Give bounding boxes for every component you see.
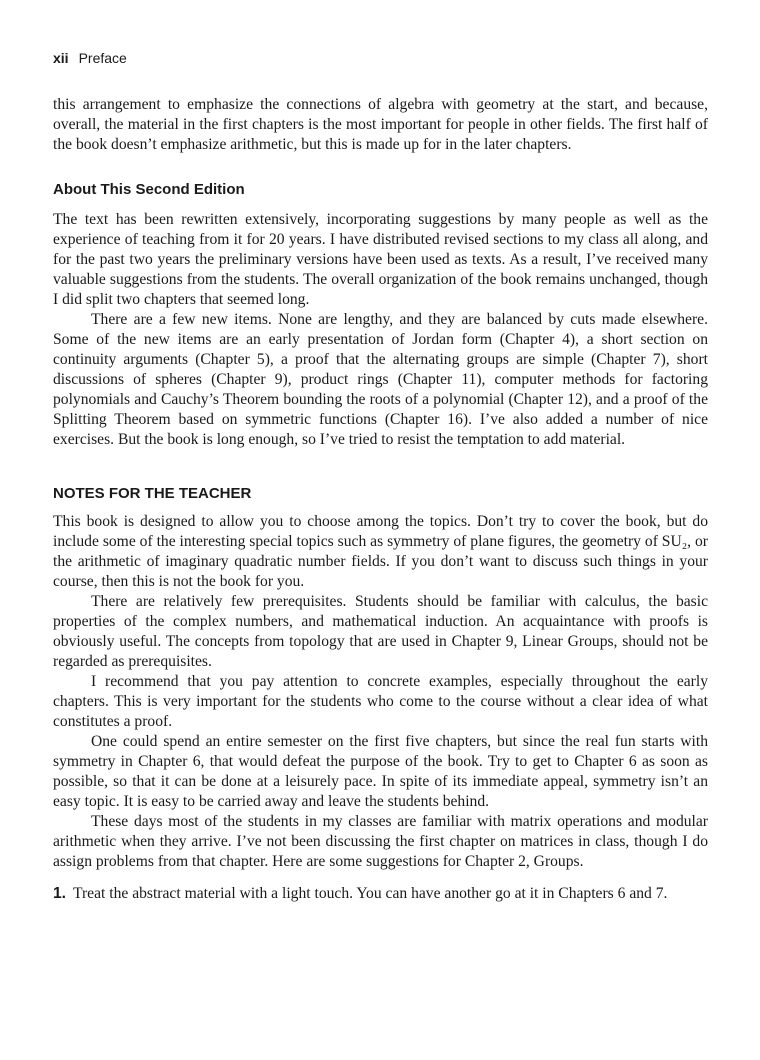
list-item <box>53 884 708 904</box>
notes-paragraph: I recommend that you pay attention to concrete examples, especially throughout the early chapters. This is very important for the students who come to the course without a clear idea of what constitutes a proof. <box>53 673 708 730</box>
book-page <box>53 48 708 904</box>
notes-paragraph: These days most of the students in my classes are familiar with matrix operations and modular arithmetic when they arrive. I’ve not been discussing the first chapter on matrices in class, though I do assign problems from that chapter. Here are some suggestions for Chapter 2, Groups. <box>53 813 708 870</box>
second-edition-paragraph: There are a few new items. None are lengthy, and they are balanced by cuts made elsewhere. Some of the new items are an early presentation of Jordan form (Chapter 4), a short section on continuity arguments (Chapter 5), a proof that the alternating groups are simple (Chapter 7), short discussions of spheres (Chapter 9), product rings (Chapter 11), computer methods for factoring polynomials and Cauchy’s Theorem bounding the roots of a polynomial (Chapter 12), and a proof of the Splitting Theorem based on symmetric functions (Chapter 16). I’ve also added a number of nice exercises. But the book is long enough, so I’ve tried to resist the temptation to add material. <box>53 311 708 448</box>
notes-paragraph: There are relatively few prerequisites. Students should be familiar with calculus, the basic properties of the complex numbers, and mathematical induction. An acquaintance with proofs is obviously useful. The concepts from topology that are used in Chapter 9, Linear Groups, should not be regarded as prerequisites. <box>53 593 708 670</box>
notes-paragraph: This book is designed to allow you to choose among the topics. Don’t try to cover the book, but do include some of the interesting special topics such as symmetry of plane figures, the geometry of SU₂, or the arithmetic of imaginary quadratic number fields. If you don’t want to discuss such things in your course, then this is not the book for you. <box>53 513 708 590</box>
section-heading-second-edition: About This Second Edition <box>53 181 245 198</box>
running-head <box>53 48 708 68</box>
notes-paragraph: One could spend an entire semester on the first five chapters, but since the real fun starts with symmetry in Chapter 6, that would defeat the purpose of the book. Try to get to Chapter 6 as soon as possible, so that it can be done at a leisurely pace. In spite of its immediate appeal, symmetry isn’t an easy topic. It is easy to be carried away and leave the students behind. <box>53 733 708 810</box>
page-number: xii <box>53 50 69 66</box>
second-edition-paragraph: The text has been rewritten extensively, incorporating suggestions by many people as well as the experience of teaching from it for 20 years. I have distributed revised sections to my class all along, and for the past two years the preliminary versions have been used as texts. As a result, I’ve received many valuable suggestions from the students. The overall organization of the book remains unchanged, though I did split two chapters that seemed long. <box>53 211 708 308</box>
suggestions-list <box>53 884 708 904</box>
intro-paragraph: this arrangement to emphasize the connections of algebra with geometry at the start, and because, overall, the material in the first chapters is the most important for people in other fields. The first half of the book doesn’t emphasize arithmetic, but this is made up for in the later chapters. <box>53 96 708 153</box>
section-heading-notes-for-teacher: NOTES FOR THE TEACHER <box>53 485 252 502</box>
running-title: Preface <box>78 50 127 66</box>
list-item-number: 1. <box>53 885 67 902</box>
list-item-text: Treat the abstract material with a light touch. You can have another go at it in Chapters 6 and 7. <box>73 885 668 902</box>
